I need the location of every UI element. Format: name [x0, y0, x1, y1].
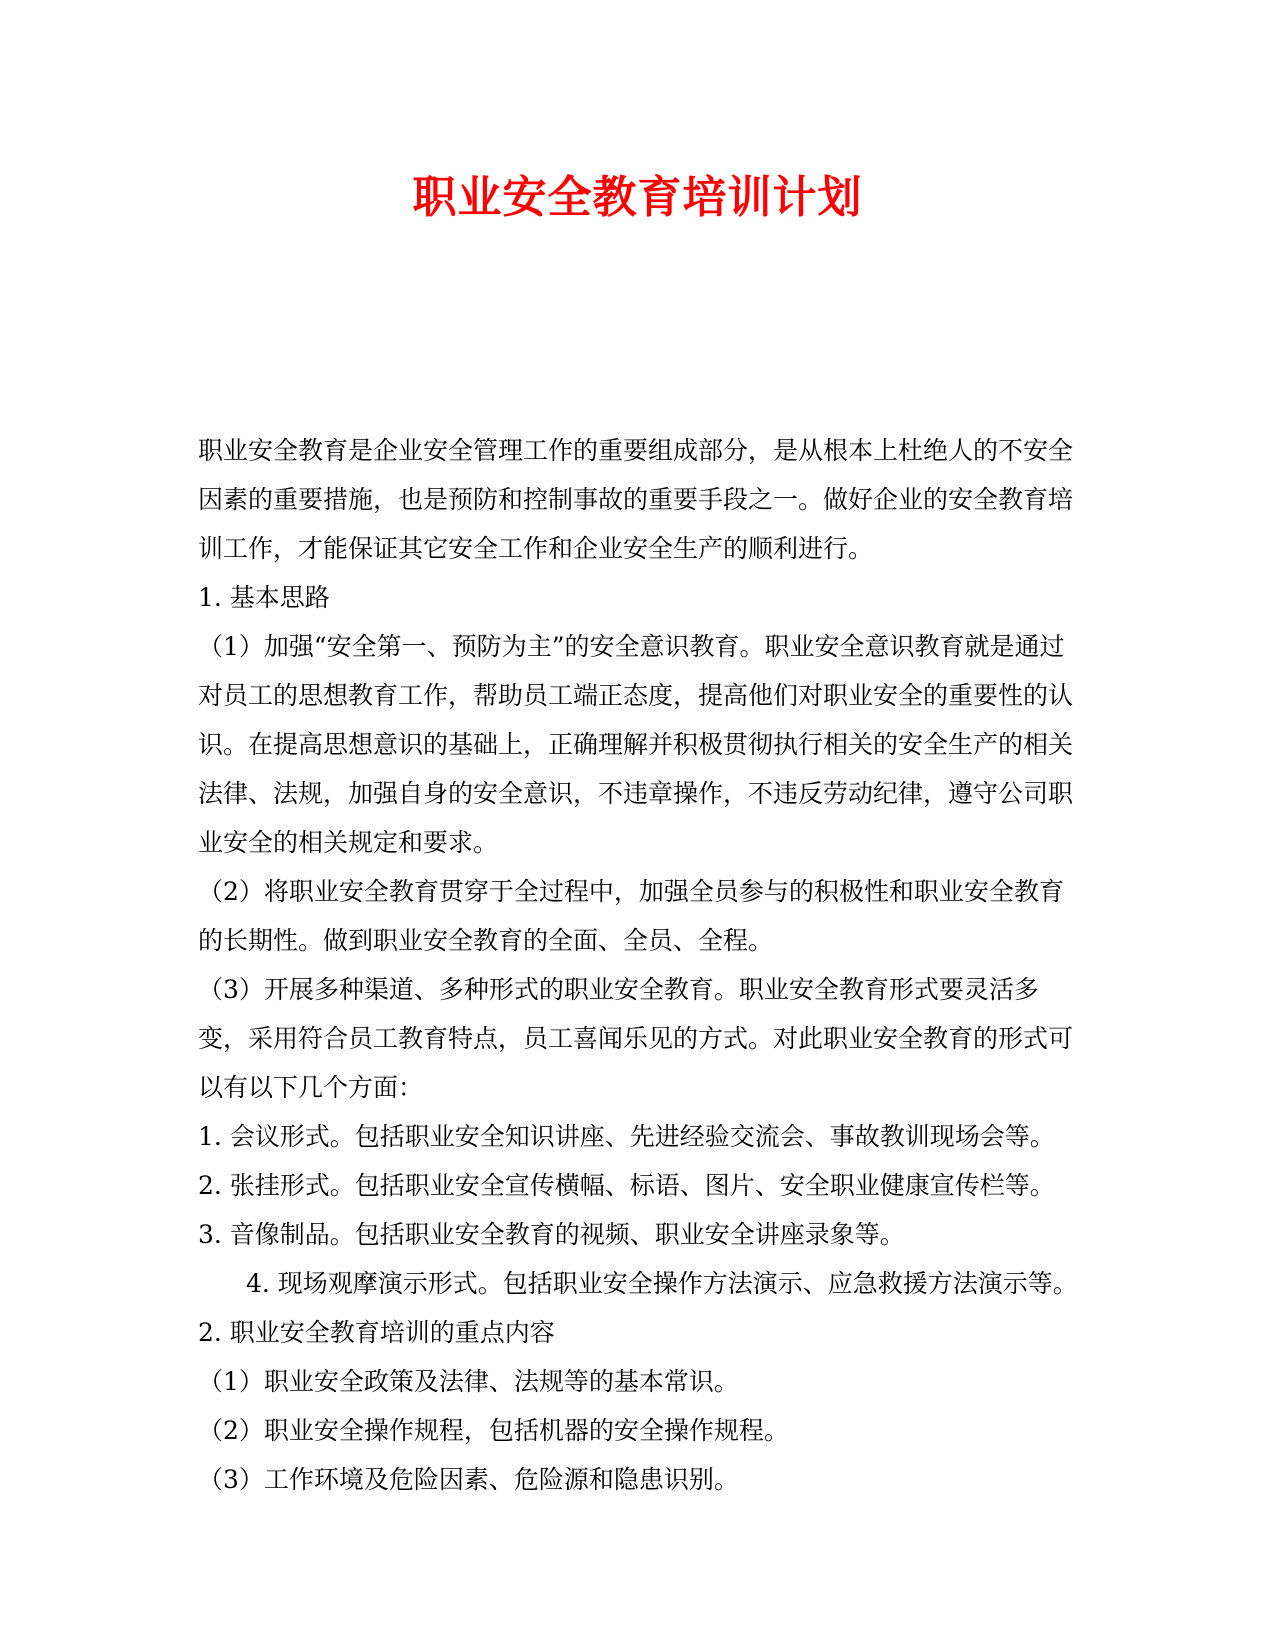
intro-paragraph: 职业安全教育是企业安全管理工作的重要组成部分，是从根本上杜绝人的不安全因素的重要措施，也是预防和控制事故的重要手段之一。做好企业的安全教育培训工作，才能保证其它安全工作和企业安全生产的顺利进行。 — [198, 436, 1074, 563]
document-body — [198, 426, 1078, 1504]
list-item-demonstration: 4. 现场观摩演示形式。包括职业安全操作方法演示、应急救援方法演示等。 — [246, 1269, 1078, 1298]
key-content-item-3: （3）工作环境及危险因素、危险源和隐患识别。 — [198, 1465, 739, 1494]
list-item-posting: 2. 张挂形式。包括职业安全宣传横幅、标语、图片、安全职业健康宣传栏等。 — [198, 1171, 1055, 1200]
key-content-item-1: （1）职业安全政策及法律、法规等的基本常识。 — [198, 1367, 739, 1396]
document-title: 职业安全教育培训计划 — [412, 172, 863, 223]
section-heading-key-content: 2. 职业安全教育培训的重点内容 — [198, 1318, 555, 1347]
list-item-audio-video: 3. 音像制品。包括职业安全教育的视频、职业安全讲座录象等。 — [198, 1220, 905, 1249]
paragraph-item-3: （3）开展多种渠道、多种形式的职业安全教育。职业安全教育形式要灵活多变，采用符合员工教育特点，员工喜闻乐见的方式。对此职业安全教育的形式可以有以下几个方面： — [198, 975, 1074, 1102]
paragraph-item-2: （2）将职业安全教育贯穿于全过程中，加强全员参与的积极性和职业安全教育的长期性。做到职业安全教育的全面、全员、全程。 — [198, 877, 1064, 955]
key-content-item-2: （2）职业安全操作规程，包括机器的安全操作规程。 — [198, 1416, 789, 1445]
list-item-meeting: 1. 会议形式。包括职业安全知识讲座、先进经验交流会、事故教训现场会等。 — [198, 1122, 1055, 1151]
paragraph-item-1: （1）加强“安全第一、预防为主”的安全意识教育。职业安全意识教育就是通过对员工的思想教育工作，帮助员工端正态度，提高他们对职业安全的重要性的认识。在提高思想意识的基础上，正确理解并积极贯彻执行相关的安全生产的相关法律、法规，加强自身的安全意识，不违章操作，不违反劳动纪律，遵守公司职业安全的相关规定和要求。 — [198, 632, 1074, 857]
section-heading-basic-ideas: 1. 基本思路 — [198, 583, 330, 612]
